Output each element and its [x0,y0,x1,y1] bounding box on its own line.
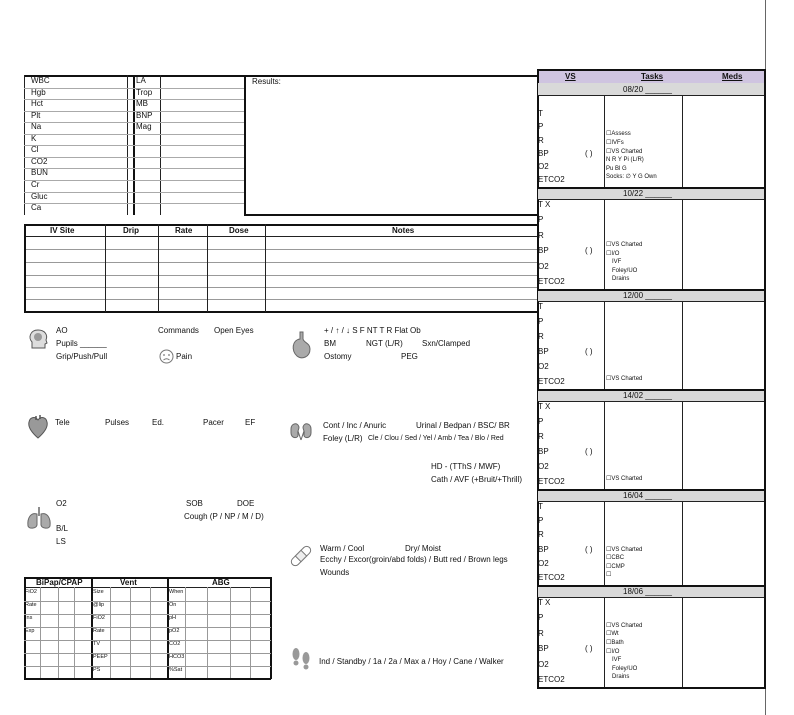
iv-header-notes: Notes [392,226,415,235]
skin-warm: Warm / Cool [320,544,365,553]
heart-icon [27,413,49,439]
vital-label: ETCO2 [538,573,565,582]
vital-label: BP [538,148,549,158]
lab-label: Ca [31,203,42,213]
task-item[interactable]: ☐IVFs [606,140,624,146]
lab-label: WBC [31,76,50,85]
resp-table-cell: Rate [93,628,105,634]
neuro-pupils: Pupils ______ [56,339,107,348]
vital-label: T X [538,402,551,411]
lab-label: LA [136,76,146,85]
results-label: Results: [252,77,281,86]
flow-header-vs: VS [565,72,576,81]
resp-bl: B/L [56,524,69,533]
vital-label: P [538,417,544,426]
lab-top-border [24,75,538,77]
flow-header-meds: Meds [722,72,743,81]
vital-label: BP [538,447,549,456]
cardiac-ef: EF [245,418,256,427]
bp-paren: ( ) [585,644,593,654]
task-item[interactable]: Pu Bl G [606,165,627,172]
task-item[interactable]: Drains [612,276,630,283]
resp-table-cell: pH [169,615,177,621]
neuro-ao: AO [56,326,68,335]
neuro-open-eyes: Open Eyes [214,326,254,335]
lab-label: K [31,133,37,143]
resp-table-cell: Ins [25,615,33,621]
task-item[interactable]: ☐VS Charted [606,476,643,483]
vital-label: R [538,230,544,240]
resp-table-cell: Size [93,589,104,595]
vital-label: T [538,502,543,511]
resp-table-cell: pO2 [169,628,180,634]
flow-time: 18/06 ______ [623,587,672,596]
resp-table-cell: FiO2 [93,615,105,621]
resp-table-cell: When [169,589,184,595]
gi-peg: PEG [401,352,418,361]
task-item[interactable]: ☐VS Charted [606,148,643,155]
bp-paren: ( ) [585,347,593,356]
footprints-icon [290,646,312,674]
cardiac-pacer: Pacer [203,418,224,427]
vital-label: BP [538,347,549,356]
vital-label: P [538,317,544,326]
neuro-grip: Grip/Push/Pull [56,352,108,361]
vital-label: T X [538,598,551,607]
task-item[interactable]: ☐I/O [606,250,620,257]
resp-table-cell: Exp [25,628,35,634]
resp-cough: Cough (P / NP / M / D) [184,512,264,521]
lab-label: Hgb [31,87,46,97]
vital-label: P [538,215,544,225]
vital-label: P [538,516,544,526]
kidney-icon [289,421,313,441]
vital-label: R [538,135,544,145]
renal-cath: Cath / AVF (+Bruit/+Thrill) [431,475,522,484]
lab-label: Gluc [31,191,48,201]
resp-table-cell: Rate [25,602,37,608]
iv-header-site: IV Site [50,226,75,235]
vital-label: BP [538,246,549,256]
task-item[interactable]: Foley/UO [612,267,638,274]
lab-label: MB [136,99,148,109]
vital-label: O2 [538,261,549,271]
resp-table-header-abg: ABG [212,578,230,587]
vital-label: ETCO2 [538,477,565,486]
task-item[interactable]: ☐Assess [606,131,631,138]
neuro-pain: Pain [176,352,193,361]
vital-label: P [538,122,544,132]
task-item[interactable]: Socks: ∅ Y G Own [606,174,657,181]
resp-table-cell: PS [93,667,101,673]
task-item[interactable]: ☐CBC [606,555,625,562]
vital-label: O2 [538,659,549,669]
vital-label: O2 [538,362,549,371]
task-item[interactable]: ☐ [606,572,612,579]
resp-table-cell: %Sat [169,667,183,673]
vital-label: T X [538,200,551,209]
resp-sob: SOB [186,499,203,508]
vital-label: O2 [538,462,549,471]
vital-label: R [538,530,544,540]
resp-table-cell: FiO2 [25,589,37,595]
vital-label: T [538,302,543,311]
task-item[interactable]: ☐VS Charted [606,242,643,248]
pain-face-icon [159,349,174,364]
flow-header-tasks: Tasks [641,72,664,81]
iv-header-dose: Dose [229,226,249,235]
vital-label: R [538,628,544,638]
resp-doe: DOE [237,499,255,508]
task-item[interactable]: ☐VS Charted [606,376,643,383]
vital-label: O2 [538,558,549,568]
iv-header-rate: Rate [175,226,193,235]
stomach-icon [290,331,312,361]
task-item[interactable]: ☐I/O [606,648,620,655]
bandage-icon [288,543,314,569]
skin-ecchy: Ecchy / Excor(groin/abd folds) / Butt red / Brown legs [320,555,508,564]
flow-time: 10/22 ______ [623,189,672,198]
vital-label: T [538,109,543,119]
vital-label: ETCO2 [538,377,565,386]
task-item[interactable]: N R Y Pi (L/R) [606,157,644,164]
resp-table-header-vent: Vent [120,578,137,587]
task-item[interactable]: ☐Bath [606,640,624,646]
vital-label: R [538,332,544,341]
vital-label: ETCO2 [538,675,565,684]
lab-label: Cr [31,179,40,189]
bp-paren: ( ) [585,544,593,554]
task-item[interactable]: ☐VS Charted [606,546,643,553]
bp-paren: ( ) [585,246,593,256]
renal-urinal: Urinal / Bedpan / BSC/ BR [416,421,510,430]
lab-label: BNP [136,110,153,120]
task-item[interactable]: Foley/UO [612,665,638,672]
task-item[interactable]: ☐VS Charted [606,622,643,629]
vital-label: BP [538,544,549,554]
lab-label: Plt [31,110,41,120]
vital-label: ETCO2 [538,277,565,286]
resp-table-header-bipap: BiPap/CPAP [36,578,83,587]
cardiac-ed: Ed. [152,418,165,427]
gi-ostomy: Ostomy [324,352,352,361]
resp-table-cell: @lip [93,602,105,608]
renal-colors: Cle / Clou / Sed / Yel / Amb / Tea / Blo / Red [368,435,504,442]
gi-line1: + / ↑ / ↓ S F NT T R Flat Ob [324,326,421,335]
lab-label: Hct [31,99,43,109]
resp-table-cell: TV [93,641,101,647]
neuro-commands: Commands [158,326,199,335]
vital-label: R [538,432,544,441]
task-item[interactable]: ☐Wt [606,631,619,638]
mobility-text: Ind / Standby / 1a / 2a / Max a / Hoy / Cane / Walker [319,657,504,666]
flow-time: 08/20 ______ [623,85,672,94]
resp-table-cell: PEEP [93,654,108,660]
bp-paren: ( ) [585,148,593,158]
renal-cont: Cont / Inc / Anuric [323,421,387,430]
lab-label: Cl [31,145,39,155]
flow-time: 14/02 ______ [623,391,672,400]
cardiac-tele: Tele [55,418,70,427]
vital-label: BP [538,644,549,654]
resp-table-cell: CO2 [169,641,181,647]
lab-label: BUN [31,168,48,178]
lungs-icon [26,506,52,530]
bp-paren: ( ) [585,447,593,456]
renal-hd: HD - (TThS / MWF) [431,462,501,471]
renal-foley: Foley (L/R) [323,434,363,443]
task-item[interactable]: Drains [612,674,630,681]
lab-label: CO2 [31,156,48,166]
resp-table-cell: HCO3 [169,654,185,660]
task-item[interactable]: IVF [612,657,622,664]
vital-label: P [538,613,544,623]
gi-bm: BM [324,339,336,348]
resp-ls: LS [56,537,66,546]
lab-label: Na [31,122,42,132]
gi-ngt: NGT (L/R) [366,339,403,348]
vital-label: O2 [538,161,549,171]
resp-table-cell: On [169,602,177,608]
task-item[interactable]: ☐CMP [606,563,625,570]
flow-time: 16/04 ______ [623,491,672,500]
skin-wounds: Wounds [320,568,350,577]
lab-label: Mag [136,122,152,132]
cardiac-pulses: Pulses [105,418,130,427]
skin-dry: Dry/ Moist [405,544,441,553]
head-brain-icon [28,328,50,352]
flow-time: 12/00 ______ [623,291,672,300]
gi-sxn: Sxn/Clamped [422,339,471,348]
iv-header-drip: Drip [123,226,139,235]
task-item[interactable]: IVF [612,259,622,266]
resp-o2: O2 [56,499,67,508]
vital-label: ETCO2 [538,175,565,184]
lab-label: Trop [136,87,153,97]
